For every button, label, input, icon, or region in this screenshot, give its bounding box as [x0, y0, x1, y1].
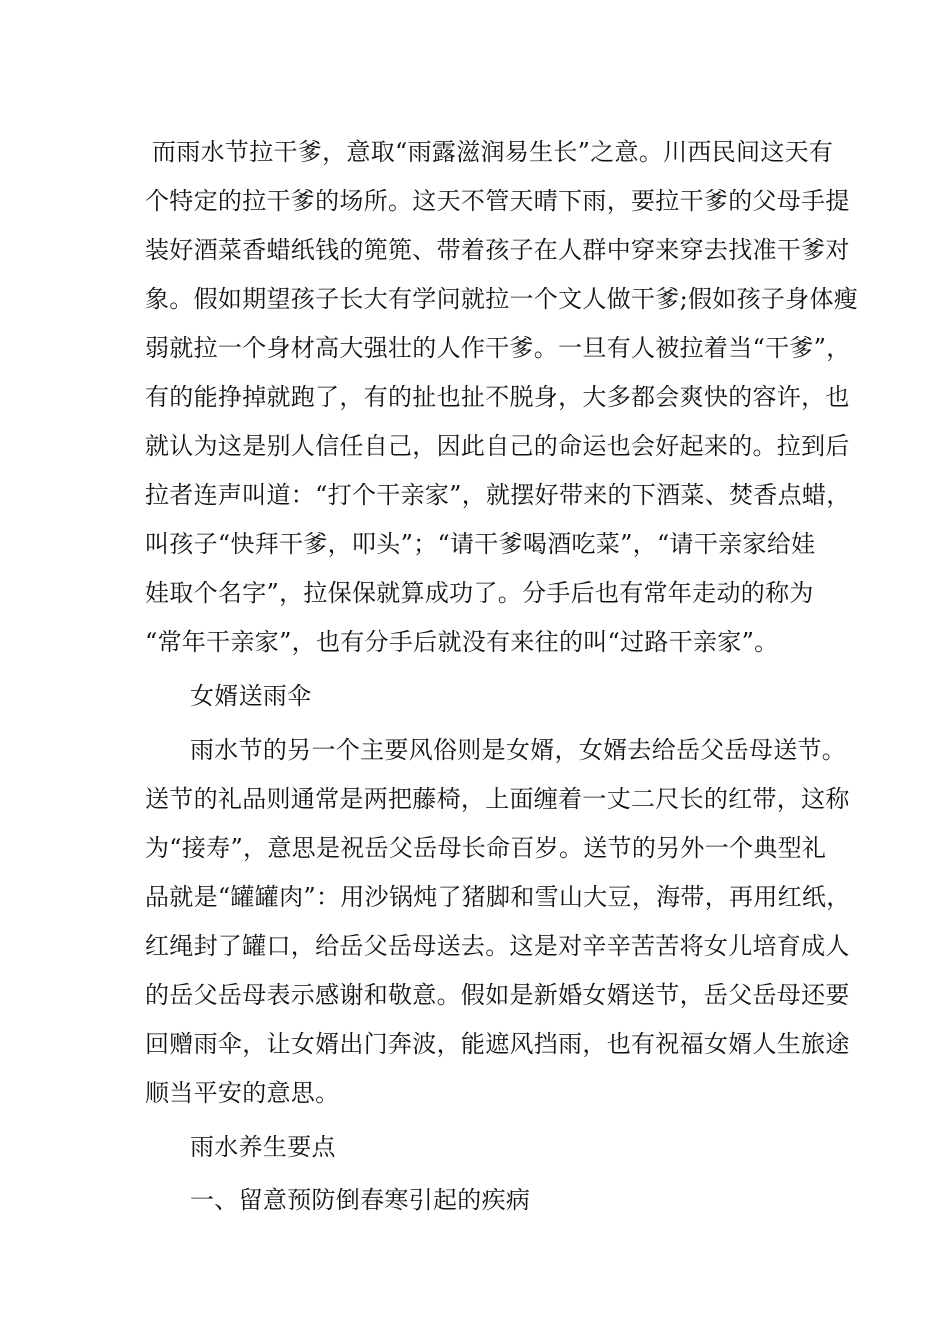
section-heading-health: 雨水养生要点: [190, 1133, 336, 1161]
para2-line-5: 红绳封了罐口，给岳父岳母送去。这是对辛辛苦苦将女儿培育成人: [145, 932, 850, 960]
para1-line-4: 象。假如期望孩子长大有学问就拉一个文人做干爹;假如孩子身体瘦: [145, 285, 859, 313]
para1-line-9: 叫孩子“快拜干爹，叩头”；“请干爹喝酒吃菜”，“请干亲家给娃: [145, 530, 816, 558]
para2-line-4: 品就是“罐罐肉”：用沙锅炖了猪脚和雪山大豆，海带，再用红纸，: [145, 883, 851, 911]
section-heading-umbrella: 女婿送雨伞: [190, 682, 312, 710]
para2-line-1: 雨水节的另一个主要风俗则是女婿，女婿去给岳父岳母送节。: [190, 736, 847, 764]
para1-line-5: 弱就拉一个身材高大强壮的人作干爹。一旦有人被拉着当“干爹”，: [145, 334, 851, 362]
para1-line-6: 有的能挣掉就跑了，有的扯也扯不脱身，大多都会爽快的容许，也: [145, 383, 850, 411]
para1-line-1: 而雨水节拉干爹，意取“雨露滋润易生长”之意。川西民间这天有: [152, 138, 834, 166]
para1-line-11: “常年干亲家”，也有分手后就没有来往的叫“过路干亲家”。: [145, 628, 779, 656]
para2-line-2: 送节的礼品则通常是两把藤椅，上面缠着一丈二尺长的红带，这称: [145, 785, 850, 813]
para2-line-3: 为“接寿”，意思是祝岳父岳母长命百岁。送节的另外一个典型礼: [145, 834, 827, 862]
subsection-heading-cold-spring: 一、留意预防倒春寒引起的疾病: [190, 1186, 531, 1214]
para2-line-7: 回赠雨伞，让女婿出门奔波，能遮风挡雨，也有祝福女婿人生旅途: [145, 1030, 850, 1058]
para2-line-8: 顺当平安的意思。: [145, 1079, 340, 1107]
para1-line-3: 装好酒菜香蜡纸钱的篼篼、带着孩子在人群中穿来穿去找准干爹对: [145, 236, 850, 264]
para1-line-7: 就认为这是别人信任自己，因此自己的命运也会好起来的。拉到后: [145, 432, 850, 460]
para1-line-10: 娃取个名字”，拉保保就算成功了。分手后也有常年走动的称为: [145, 579, 814, 607]
para1-line-2: 个特定的拉干爹的场所。这天不管天晴下雨，要拉干爹的父母手提: [145, 187, 850, 215]
para1-line-8: 拉者连声叫道：“打个干亲家”，就摆好带来的下酒菜、焚香点蜡，: [145, 481, 851, 509]
para2-line-6: 的岳父岳母表示感谢和敬意。假如是新婚女婿送节，岳父岳母还要: [145, 981, 850, 1009]
